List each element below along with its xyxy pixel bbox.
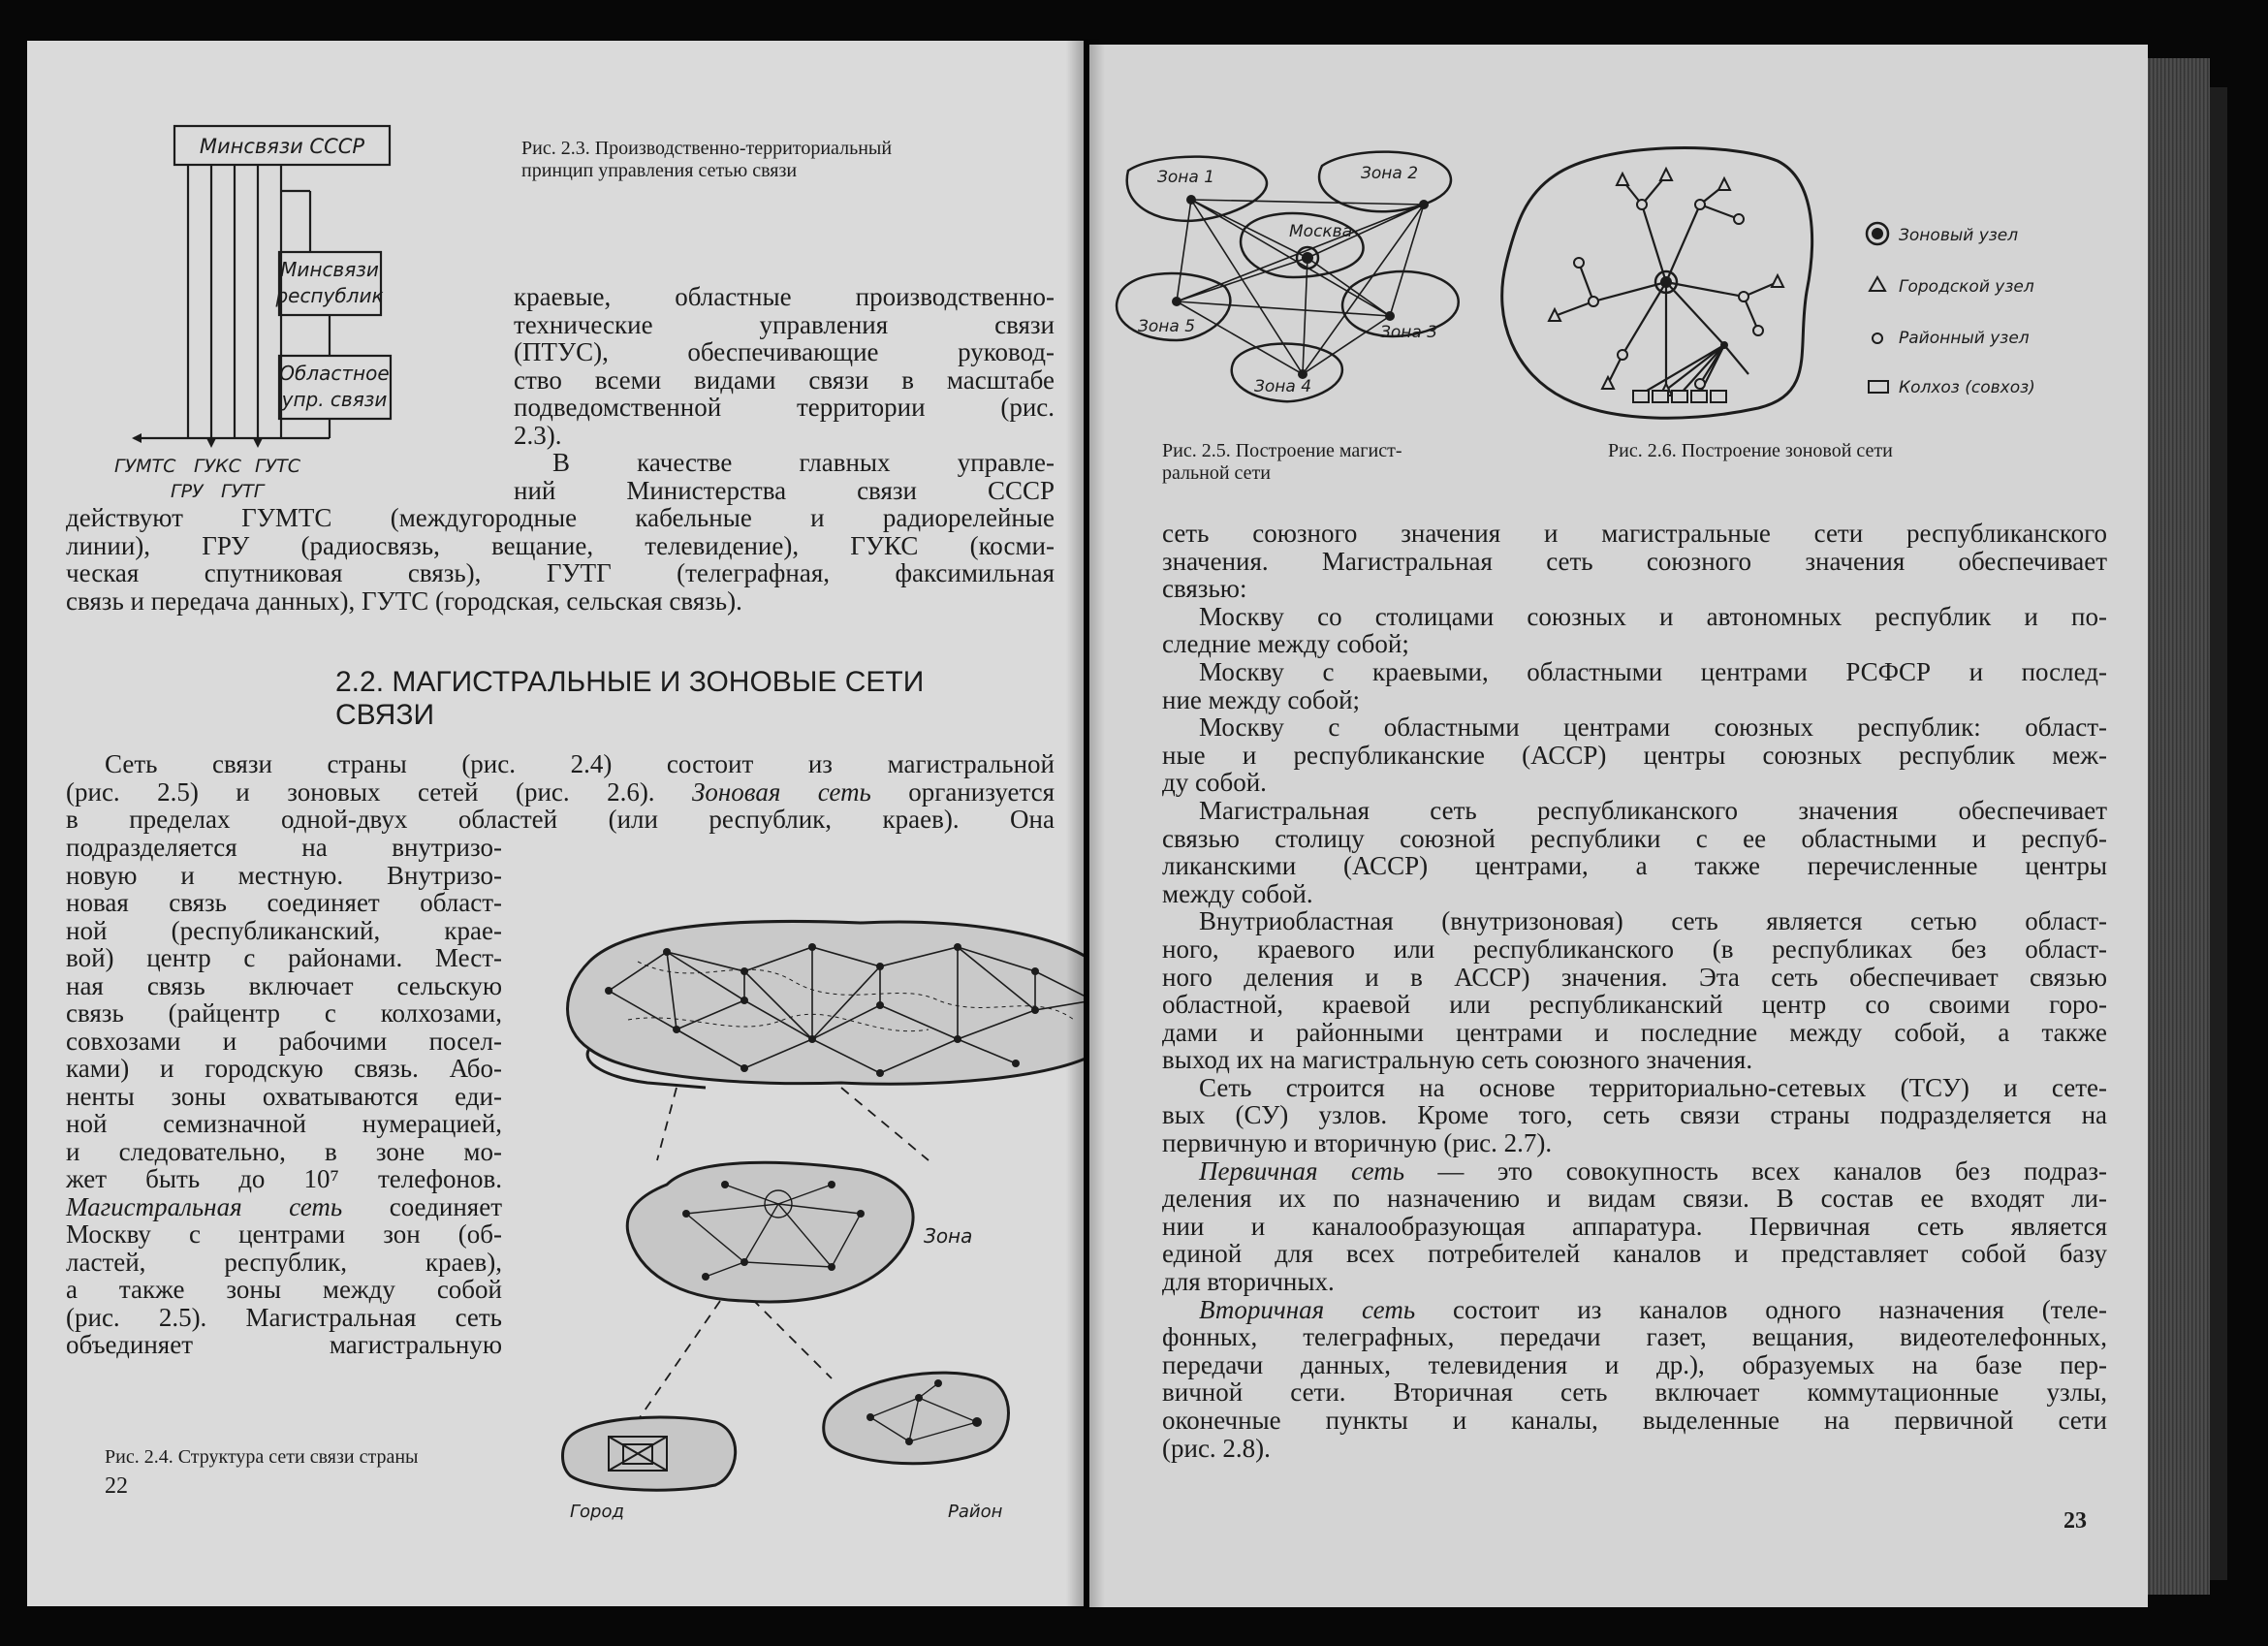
text-line: для вторичных. xyxy=(1162,1267,1335,1297)
text-line: областной, краевой или республиканский центр со своими горо- xyxy=(1162,990,2107,1020)
text-line: Сеть строится на основе территориально-сетевых (ТСУ) и сете- xyxy=(1199,1072,2107,1102)
text-line: связью: xyxy=(1162,574,1247,604)
text-line: подведомственной территории (рис. xyxy=(514,393,1055,422)
text-line: жет быть до 10⁷ телефонов. xyxy=(66,1164,502,1193)
text-line: сеть союзного значения и магистральные сети республиканского xyxy=(1162,519,2107,548)
figure-2-4-caption: Рис. 2.4. Структура сети связи страны xyxy=(105,1446,419,1468)
fig25-label-zona3: Зона 3 xyxy=(1380,323,1438,342)
text-line: Москву со столицами союзных и автономных республик и по- xyxy=(1199,601,2107,631)
fig24-label-zona: Зона xyxy=(924,1224,973,1248)
text-line: технические управления связи xyxy=(514,309,1055,339)
figure-2-4-network-structure xyxy=(551,894,1084,1522)
text-line: вой) центр с районами. Мест- xyxy=(66,943,502,972)
text-line: связь и передача данных), ГУТС (городская, сельская связь). xyxy=(66,586,742,616)
fig26-legend-kolkhoz: Колхоз (совхоз) xyxy=(1899,378,2035,397)
figure-2-5-trunk-network xyxy=(1099,142,1487,423)
text-line: действуют ГУМТС (междугородные кабельные и радиорелейные xyxy=(66,503,1055,532)
text-line: дами и районными центрами и последние между собой, а также xyxy=(1162,1017,2107,1047)
text-line: ные и республиканские (АССР) центры союзных республик меж- xyxy=(1162,740,2107,770)
text-line: фонных, телеграфных, передачи газет, вещания, видеотелефонных, xyxy=(1162,1322,2107,1352)
left-column-text xyxy=(514,283,1055,504)
text-line: между собой. xyxy=(1162,878,1313,908)
text-line: ний Министерства связи СССР xyxy=(514,475,1055,505)
fig23-box-minsvyazi: Минсвязи xyxy=(280,258,379,281)
fig23-label-gru: ГРУ xyxy=(171,481,204,502)
text-line: 2.3). xyxy=(514,420,562,450)
text-line: ненты зоны охватываются еди- xyxy=(66,1081,502,1111)
text-line: нии и каналообразующая аппаратура. Первичная сеть является xyxy=(1162,1211,2107,1241)
fig23-box-upr-svyazi: упр. связи xyxy=(281,388,388,411)
fig23-box-respublik: республик xyxy=(275,284,384,307)
text-line: новую и местную. Внутризо- xyxy=(66,860,502,890)
fig23-box-minsvyazi-sssr: Минсвязи СССР xyxy=(199,135,365,158)
text-line: в пределах одной-двух областей (или республик, краев). Она xyxy=(66,805,1055,834)
text-line: подразделяется на внутризо- xyxy=(66,833,502,862)
figure-2-6-caption: Рис. 2.6. Построение зоновой сети xyxy=(1608,440,1893,461)
text-line: ной семизначной нумерацией, xyxy=(66,1109,502,1138)
right-page xyxy=(1089,45,2148,1607)
text-line: (ПТУС), обеспечивающие руковод- xyxy=(514,337,1055,366)
fig23-label-gumts: ГУМТС xyxy=(114,456,176,477)
fig24-label-gorod: Город xyxy=(570,1502,624,1522)
text-line: Сеть связи страны (рис. 2.4) состоит из магистральной xyxy=(105,749,1055,778)
narrow-column-text xyxy=(66,834,502,1359)
fig24-label-raion: Район xyxy=(948,1502,1003,1522)
fig26-legend-gorodskoy: Городской узел xyxy=(1899,277,2034,297)
heading-line-2: СВЯЗИ xyxy=(335,699,435,731)
text-line: выход их на магистральную сеть союзного значения. xyxy=(1162,1045,1753,1075)
fig25-label-zona4: Зона 4 xyxy=(1254,377,1312,396)
text-line: ду собой. xyxy=(1162,768,1267,798)
left-page xyxy=(27,41,1084,1606)
text-line: деления их по назначению и видам связи. В состав ее входят ли- xyxy=(1162,1184,2107,1214)
text-line: совхозами и рабочими посел- xyxy=(66,1026,502,1056)
paragraph-upravleniya xyxy=(66,504,1055,615)
text-line: ние между собой; xyxy=(1162,684,1361,714)
text-line: вых (СУ) узлов. Кроме того, сеть связи страны подразделяется на xyxy=(1162,1100,2107,1130)
text-line: В качестве главных управле- xyxy=(552,448,1055,477)
fig25-label-zona2: Зона 2 xyxy=(1361,164,1419,183)
text-line: ство всеми видами связи в масштабе xyxy=(514,364,1055,395)
fig23-box-oblastnoe: Областное xyxy=(279,362,390,385)
page-number-left: 22 xyxy=(105,1473,128,1499)
fig26-legend xyxy=(1867,223,2035,397)
text-line: следние между собой; xyxy=(1162,629,1409,659)
text-line: а также зоны между собой xyxy=(66,1275,502,1304)
text-line: новая связь соединяет област- xyxy=(66,888,502,917)
text-line: оконечные пункты и каналы, выделенные на первичной сети xyxy=(1162,1406,2107,1435)
fig25-label-moskva: Москва xyxy=(1289,222,1353,241)
text-line: ная связь включает сельскую xyxy=(66,970,502,1000)
text-line: Москву с краевыми, областными центрами РСФСР и послед- xyxy=(1199,656,2107,686)
text-line: линии), ГРУ (радиосвязь, вещание, телевидение), ГУКС (косми- xyxy=(66,530,1055,560)
text-line: ческая спутниковая связь), ГУТГ (телеграфная, факсимильная xyxy=(66,558,1055,587)
fig26-legend-raionny: Районный узел xyxy=(1899,329,2030,348)
figure-2-6-zone-network xyxy=(1496,137,2136,427)
text-line: ной (республиканский, крае- xyxy=(66,915,502,945)
figure-2-5-caption: Рис. 2.5. Построение магист- ральной сети xyxy=(1162,440,1402,484)
section-heading xyxy=(335,666,924,732)
paragraph-set-svyazi xyxy=(66,750,1055,834)
text-line: связью столицу союзной республики с ее областными и респуб- xyxy=(1162,823,2107,853)
text-line: ного деления и в АССР) значения. Эта сеть обеспечивает связью xyxy=(1162,962,2107,992)
text-line: Вторичная сеть состоит из каналов одного назначения (теле- xyxy=(1199,1294,2107,1324)
figure-2-3-org-chart xyxy=(95,118,541,545)
text-line: ластей, республик, краев), xyxy=(66,1247,502,1277)
text-line: ного, краевого или республиканского (в республиках без област- xyxy=(1162,934,2107,964)
text-line: Магистральная сеть республиканского значения обеспечивает xyxy=(1199,795,2107,825)
fig25-label-zona5: Зона 5 xyxy=(1138,317,1196,336)
figure-2-3-caption: Рис. 2.3. Производственно-территориальный принцип управления сетью связи xyxy=(521,138,893,181)
text-line: (рис. 2.5) и зоновых сетей (рис. 2.6). Зоновая сеть организуется xyxy=(66,776,1055,807)
fig26-legend-zonovy: Зоновый узел xyxy=(1899,226,2019,245)
text-line: первичную и вторичную (рис. 2.7). xyxy=(1162,1128,1553,1158)
fig25-label-zona1: Зона 1 xyxy=(1157,168,1215,187)
heading-line-1: 2.2. МАГИСТРАЛЬНЫЕ И ЗОНОВЫЕ СЕТИ xyxy=(335,666,925,698)
book-spine-shadow xyxy=(1066,39,1105,1609)
text-line: Москву с областными центрами союзных республик: област- xyxy=(1199,712,2107,743)
fig23-label-guts: ГУТС xyxy=(255,456,301,477)
text-line: (рис. 2.8). xyxy=(1162,1433,1271,1463)
fig23-label-gutg: ГУТГ xyxy=(221,481,265,502)
text-line: объединяет магистральную xyxy=(66,1330,502,1359)
text-line: Первичная сеть — это совокупность всех каналов без подраз- xyxy=(1199,1155,2107,1186)
text-line: Внутриобластная (внутризоновая) сеть является сетью област- xyxy=(1199,906,2107,936)
text-line: и следовательно, в зоне мо- xyxy=(66,1136,502,1166)
text-line: Магистральная сеть соединяет xyxy=(66,1191,503,1221)
text-line: единой для всех потребителей каналов и представляет собой базу xyxy=(1162,1239,2107,1269)
text-line: Москву с центрами зон (об- xyxy=(66,1219,502,1249)
text-line: (рис. 2.5). Магистральная сеть xyxy=(66,1302,502,1332)
page-number-right: 23 xyxy=(2063,1508,2087,1534)
text-line: краевые, областные производственно- xyxy=(514,282,1055,311)
fig23-label-guks: ГУКС xyxy=(194,456,241,477)
text-line: значения. Магистральная сеть союзного значения обеспечивает xyxy=(1162,546,2107,576)
text-line: ками) и городскую связь. Або- xyxy=(66,1054,502,1083)
text-line: ликанскими (АССР) центрами, а также перечисленные центры xyxy=(1162,851,2107,881)
text-line: передачи данных, телевидения и др.), образуемых на базе пер- xyxy=(1162,1349,2107,1379)
book-cover-edge xyxy=(2210,87,2227,1580)
text-line: связь (райцентр с колхозами, xyxy=(66,998,502,1028)
right-page-body xyxy=(1162,520,2107,1462)
text-line: вичной сети. Вторичная сеть включает коммутационные узлы, xyxy=(1162,1377,2107,1408)
book-page-edges xyxy=(2142,58,2210,1595)
